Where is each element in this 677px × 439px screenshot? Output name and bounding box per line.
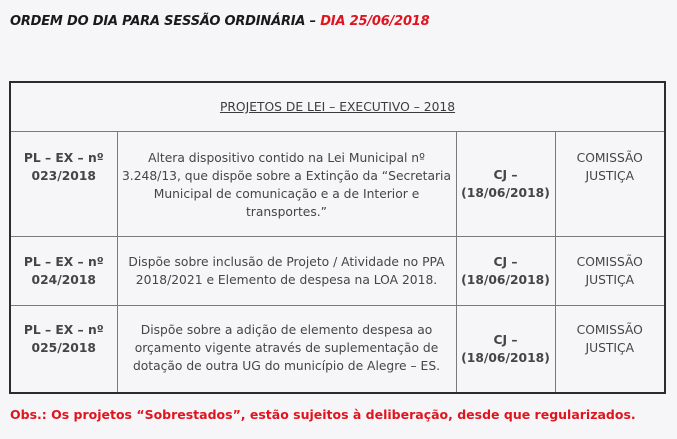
section-title: PROJETOS DE LEI – EXECUTIVO – 2018 bbox=[219, 100, 456, 114]
session-date: DIA 25/06/2018 bbox=[320, 14, 430, 29]
committee-name-line2: JUSTIÇA bbox=[585, 273, 635, 287]
bill-description-text: Dispõe sobre a adição de elemento despesa ao orçamento vigente através de suplementação de dotação de outra UG do município de Alegre – ES. bbox=[132, 323, 441, 373]
committee-name bbox=[555, 132, 665, 237]
bill-code bbox=[10, 237, 117, 306]
bill-description bbox=[117, 132, 456, 237]
committee-name-line1: COMISSÃO bbox=[576, 323, 643, 337]
bill-description bbox=[117, 237, 456, 306]
committee-name-line1: COMISSÃO bbox=[576, 151, 643, 165]
committee-code: CJ – bbox=[493, 168, 518, 182]
committee-referral bbox=[456, 132, 555, 237]
committee-name-line2: JUSTIÇA bbox=[585, 169, 635, 183]
bill-code bbox=[10, 132, 117, 237]
bill-description bbox=[117, 306, 456, 394]
section-header-row bbox=[10, 82, 665, 132]
observation-note: Obs.: Os projetos “Sobrestados”, estão sujeitos à deliberação, desde que regularizados. bbox=[10, 407, 636, 422]
page-title bbox=[10, 14, 430, 29]
committee-referral bbox=[456, 237, 555, 306]
section-header bbox=[10, 82, 665, 132]
referral-date: (18/06/2018) bbox=[461, 273, 550, 287]
bill-description-text: Altera dispositivo contido na Lei Municipal nº 3.248/13, que dispõe sobre a Extinção da “Secretaria Municipal de comunicação e a de Interior e transportes.” bbox=[121, 151, 452, 219]
bill-code-prefix: PL – EX – nº bbox=[23, 323, 104, 337]
table-row bbox=[10, 306, 665, 394]
bill-number: 023/2018 bbox=[31, 169, 96, 183]
committee-name bbox=[555, 306, 665, 394]
table-row bbox=[10, 132, 665, 237]
committee-code: CJ – bbox=[493, 333, 518, 347]
committee-referral bbox=[456, 306, 555, 394]
referral-date: (18/06/2018) bbox=[461, 186, 550, 200]
committee-code: CJ – bbox=[493, 255, 518, 269]
bills-table bbox=[9, 81, 666, 394]
bill-code-prefix: PL – EX – nº bbox=[23, 151, 104, 165]
bill-number: 025/2018 bbox=[31, 341, 96, 355]
title-text: ORDEM DO DIA PARA SESSÃO ORDINÁRIA – bbox=[10, 14, 321, 29]
bill-number: 024/2018 bbox=[31, 273, 96, 287]
committee-name-line1: COMISSÃO bbox=[576, 255, 643, 269]
referral-date: (18/06/2018) bbox=[461, 351, 550, 365]
table-row bbox=[10, 237, 665, 306]
committee-name-line2: JUSTIÇA bbox=[585, 341, 635, 355]
bill-description-text: Dispõe sobre inclusão de Projeto / Atividade no PPA 2018/2021 e Elemento de despesa na LOA 2018. bbox=[128, 255, 445, 287]
committee-name bbox=[555, 237, 665, 306]
bill-code bbox=[10, 306, 117, 394]
bill-code-prefix: PL – EX – nº bbox=[23, 255, 104, 269]
